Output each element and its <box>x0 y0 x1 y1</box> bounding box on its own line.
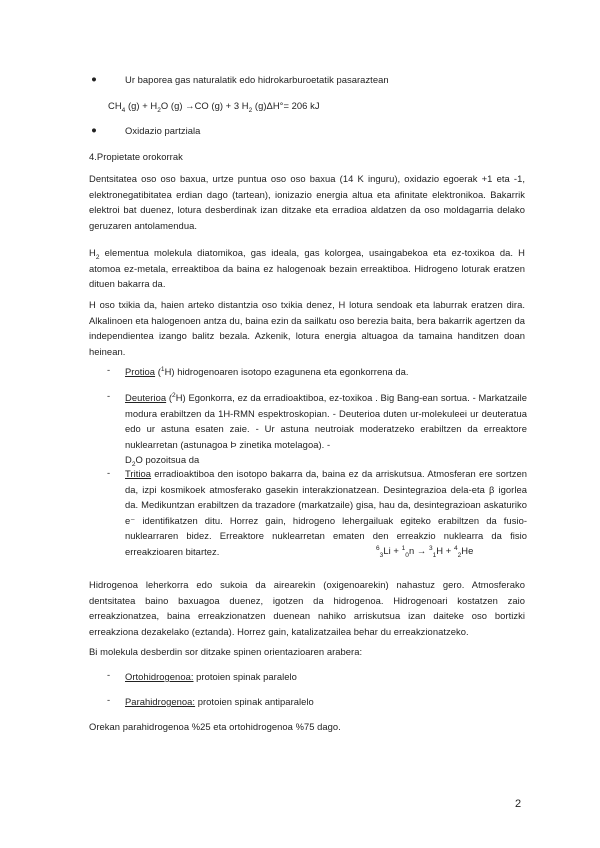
nuclear-reaction: $^6_3$Li + $^1_0$n → $^3_1$H + $^4_2$He <box>376 544 474 559</box>
paragraph-properties: Dentsitatea oso oso baxua, urtze puntua oso oso baxua (14 K inguru), oxidazio egoerak +1 eta -1, elektronegatibitatea erdian dago (tartean), ionizazio energia altua eta afinitate elektronikoa. Bakarrik elektroi bat duenez, lotura desberdinak izan ditzake eta erradioa aldatzen da oso moldagarria delako geruzaren antolamendua. <box>89 173 525 231</box>
reaction-equation: $CH_4$ $(g) + H_2O$ (g) →CO (g) + 3 $H_2$ (g)ΔH°= 206 kJ <box>108 100 320 114</box>
paragraph-equilibrium: Orekan parahidrogenoa %25 eta ortohidrogenoa %75 dago. <box>89 721 341 732</box>
list-dash: - <box>107 467 111 478</box>
page-number: 2 <box>515 798 522 810</box>
paragraph-reactivity: Hidrogenoa leherkorra edo sukoia da airearekin (oxigenoarekin) nahastuz gero. Atmosferako dentsitatea baino baxuagoa duenez, igotzen da hidrogenoa. Hidrogenoari kostatzen zaio erreakzionatzea, baina erreakzionatzen duenean nahiko arriskutsua izan daiteke oso bortizki erreakziona dezakelako (eztanda). Horrez gain, katalizatzailea behar du erreakzionatzeko. <box>89 579 525 637</box>
isotope-protioa: Protioa ($^1$H) hidrogenoaren isotopo ezagunena eta egonkorrena da. <box>125 365 409 377</box>
list-dash: - <box>107 694 111 705</box>
bullet-item: Oxidazio partziala <box>125 125 201 136</box>
bullet-item: Ur baporea gas naturalatik edo hidrokarburoetatik pasaraztean <box>125 74 389 85</box>
list-dash: - <box>107 364 111 375</box>
paragraph-h2-element: $H_2$ elementua molekula diatomikoa, gas ideala, gas kolorgea, usaingabekoa eta ez-toxikoa da. H atomoa ez-metala, erreaktiboa da baina ez halogenoak bezain erreaktiboa. Hidrogeno loturak eratzen dituen bakarra da. <box>89 247 525 290</box>
list-dash: - <box>107 669 111 680</box>
paragraph-spin-intro: Bi molekula desberdin sor ditzake spinen orientazioaren arabera: <box>89 646 363 657</box>
isotope-deuterioa: Deuterioa ($^2$H) Egonkorra, ez da erradioaktiboa, ez-toxikoa . Big Bang-ean sortua. - Markatzaile modura erabiltzen da 1H-RMN espektroskopian. - Deuterioa duten ur-molekuleei ur deuteratua edo ur astuna esaten zaie. - Ur astuna neutroiak moderatzeko erabiltzen da erreaktore nuklearretan (astunagoa Þ zinetika motelagoa). - $D_2O$ pozoitsua da <box>125 391 528 469</box>
bullet-dot: ● <box>91 73 97 84</box>
isotope-tritioa: Tritioa erradioaktiboa den isotopo bakarra da, baina ez da arriskutsua. Atmosferan ere sortzen da, izpi kosmikoek atmosferako gasekin interakzionatzean. Desintegrazioa dela-eta β igorlea da. Medikuntzan erabiltzen da trazadore (markatzaile) gisa, hau da, desintegrazioan askaturiko e⁻ identifikatzen ditu. Horrez gain, hidrogeno lehergailuak egiteko erabiltzen da fusio-nuklearraren bidez. Erreaktore nuklearretan ematen den erreakzio nuklearra da fisio erreakzioaren bitartez. <box>125 468 527 557</box>
section-title: 4.Propietate orokorrak <box>89 151 183 162</box>
list-dash: - <box>107 390 111 401</box>
spin-form-orto: Ortohidrogenoa: protoien spinak paralelo <box>125 671 297 682</box>
paragraph-h-bonds: H oso txikia da, haien arteko distantzia oso txikia denez, H lotura sendoak eta laburrak eratzen dira. Alkalinoen eta halogenoen antza du, baina ezin da sailkatu oso berezia baita, bera bakarrik agertzen da independientea izango balitz bezala. Azkenik, lotura energia altuagoa da tamaina handitzen doan heinean. <box>89 299 525 357</box>
bullet-dot: ● <box>91 124 97 135</box>
spin-form-para: Parahidrogenoa: protoien spinak antiparalelo <box>125 696 314 707</box>
